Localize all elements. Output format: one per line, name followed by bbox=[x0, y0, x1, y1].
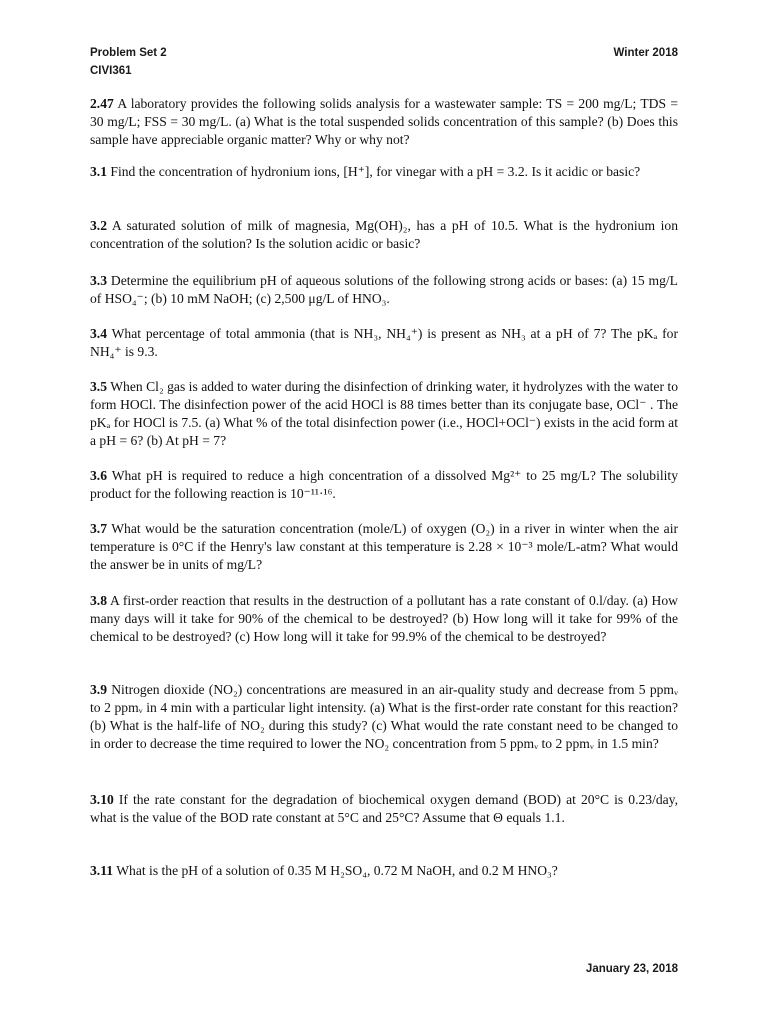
problem-text: Find the concentration of hydronium ions, [H⁺], for vinegar with a pH = 3.2. Is it acidic or basic? bbox=[110, 164, 641, 179]
problem-2-47 bbox=[90, 95, 678, 149]
problem-text: What percentage of total ammonia (that is NH₃, NH₄⁺) is present as NH₃ at a pH of 7? The pKₐ for NH₄⁺ is 9.3. bbox=[90, 326, 678, 359]
problem-3-8 bbox=[90, 592, 678, 646]
problem-text: When Cl₂ gas is added to water during the disinfection of drinking water, it hydrolyzes with the water to form HOCl. The disinfection power of the acid HOCl is 88 times better than its conjugate base, OCl⁻ . The pKₐ for HOCl is 7.5. (a) What % of the total disinfection power (i.e., HOCl+OCl⁻) exists in the acid form at a pH = 6? (b) At pH = 7? bbox=[90, 379, 679, 448]
footer-date: January 23, 2018 bbox=[585, 963, 678, 975]
problem-number: 3.11 bbox=[90, 863, 114, 878]
problem-number: 3.6 bbox=[90, 468, 107, 483]
problem-3-11 bbox=[90, 862, 678, 880]
problem-3-9 bbox=[90, 681, 678, 753]
problem-number: 3.9 bbox=[90, 682, 107, 697]
problem-number: 3.5 bbox=[90, 379, 107, 394]
problem-3-10 bbox=[90, 791, 678, 827]
problem-text: Nitrogen dioxide (NO₂) concentrations are measured in an air-quality study and decrease from 5 ppmᵥ to 2 ppmᵥ in 4 min with a particular light intensity. (a) What is the first-order rate constant for this reaction? (b) What is the half-life of NO₂ during this study? (c) What would the rate constant need to be changed to in order to decrease the time required to lower the NO₂ concentration from 5 ppmᵥ to 2 ppmᵥ in 1.5 min? bbox=[90, 682, 678, 751]
problem-3-6 bbox=[90, 467, 678, 503]
problem-text: A saturated solution of milk of magnesia, Mg(OH)₂, has a pH of 10.5. What is the hydronium ion concentration of the solution? Is the solution acidic or basic? bbox=[90, 218, 678, 251]
problem-number: 3.3 bbox=[90, 273, 107, 288]
problem-number: 2.47 bbox=[90, 96, 114, 111]
problem-number: 3.4 bbox=[90, 326, 107, 341]
problem-text: If the rate constant for the degradation of biochemical oxygen demand (BOD) at 20°C is 0.23/day, what is the value of the BOD rate constant at 5°C and 25°C? Assume that Θ equals 1.1. bbox=[90, 792, 678, 825]
problem-3-1 bbox=[90, 163, 678, 181]
problem-number: 3.7 bbox=[90, 521, 107, 536]
problem-number: 3.10 bbox=[90, 792, 114, 807]
problem-3-2 bbox=[90, 217, 678, 253]
term-label: Winter 2018 bbox=[613, 47, 678, 59]
problem-text: A laboratory provides the following solids analysis for a wastewater sample: TS = 200 mg/L; TDS = 30 mg/L; FSS = 30 mg/L. (a) What is the total suspended solids concentration of this sample? (b) Does this sample have appreciable organic matter? Why or why not? bbox=[90, 96, 678, 147]
course-title: Problem Set 2 bbox=[90, 47, 167, 59]
problem-3-5 bbox=[90, 378, 678, 450]
problem-3-3 bbox=[90, 272, 678, 308]
problem-text: What would be the saturation concentration (mole/L) of oxygen (O₂) in a river in winter when the air temperature is 0°C if the Henry's law constant at this temperature is 2.28 × 10⁻³ mole/L-atm? What would the answer be in units of mg/L? bbox=[90, 521, 678, 572]
course-code: CIVI361 bbox=[90, 65, 132, 77]
problem-3-4 bbox=[90, 325, 678, 361]
problem-number: 3.8 bbox=[90, 593, 107, 608]
problem-text: What is the pH of a solution of 0.35 M H₂SO₄, 0.72 M NaOH, and 0.2 M HNO₃? bbox=[116, 863, 558, 878]
problem-number: 3.2 bbox=[90, 218, 107, 233]
problem-text: What pH is required to reduce a high concentration of a dissolved Mg²⁺ to 25 mg/L? The solubility product for the following reaction is 10⁻¹¹·¹⁶. bbox=[90, 468, 679, 501]
problem-number: 3.1 bbox=[90, 164, 107, 179]
problem-text: A first-order reaction that results in the destruction of a pollutant has a rate constant of 0.l/day. (a) How many days will it take for 90% of the chemical to be destroyed? (b) How long will it take for 99% of the chemical to be destroyed? (c) How long will it take for 99.9% of the chemical to be destroyed? bbox=[90, 593, 678, 644]
problem-text: Determine the equilibrium pH of aqueous solutions of the following strong acids or bases: (a) 15 mg/L of HSO₄⁻; (b) 10 mM NaOH; (c) 2,500 μg/L of HNO₃. bbox=[90, 273, 678, 306]
problem-3-7 bbox=[90, 520, 678, 574]
